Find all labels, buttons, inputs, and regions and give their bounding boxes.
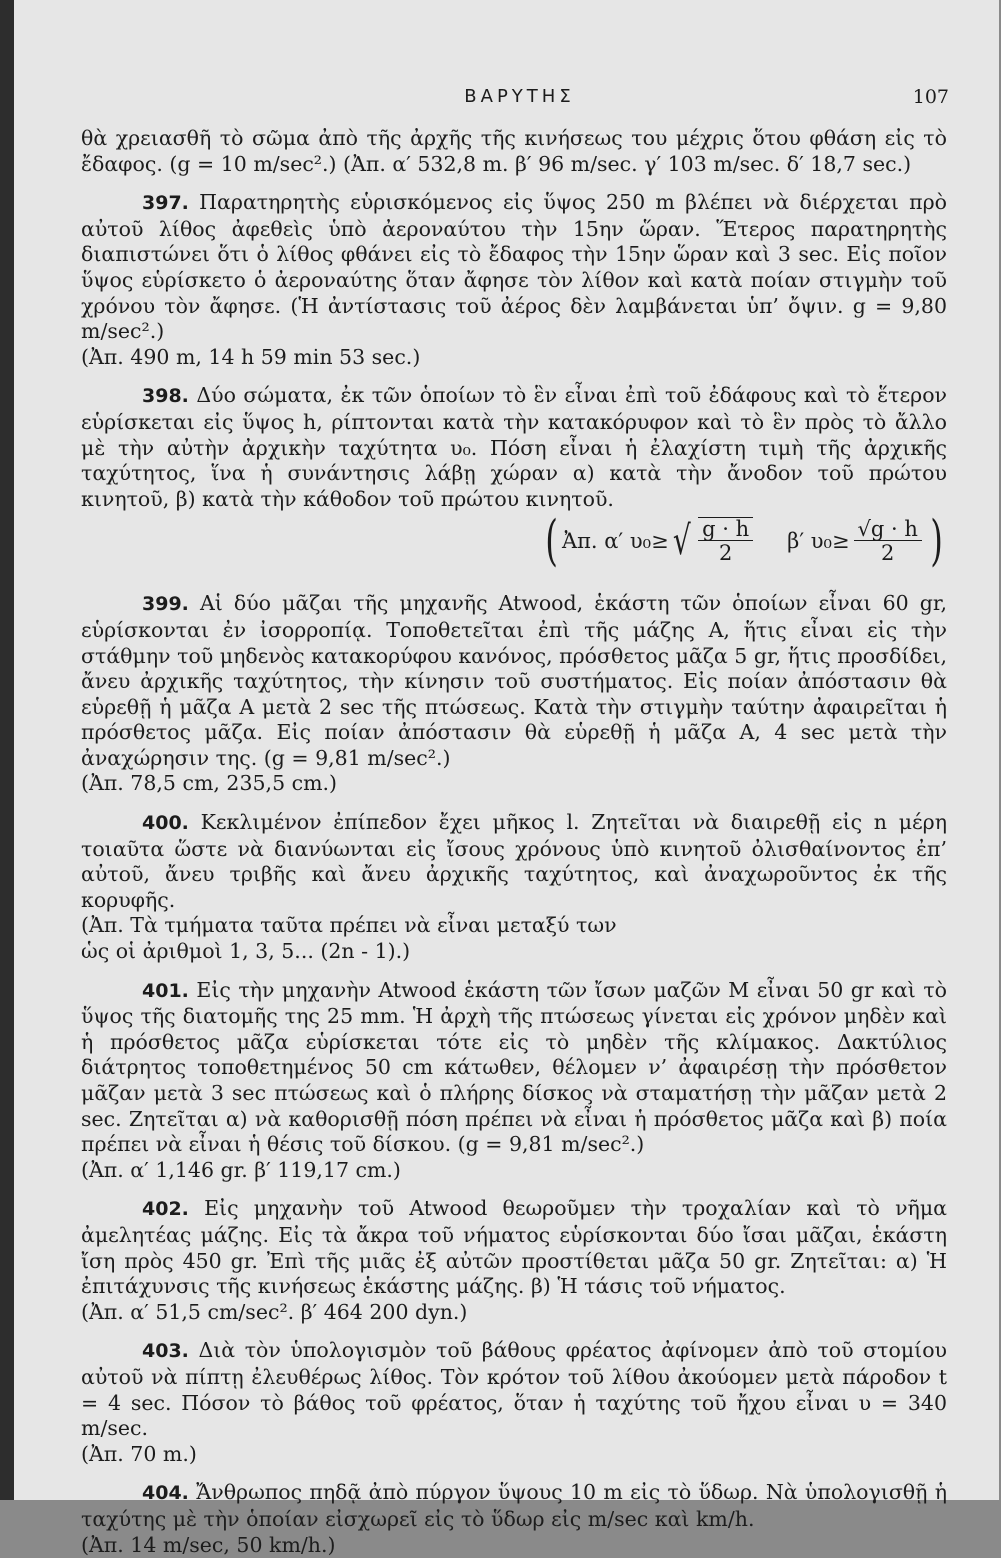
problem-answer: (Ἀπ. α′ 1,146 gr. β′ 119,17 cm.) bbox=[81, 1158, 947, 1184]
problem-401 bbox=[81, 978, 947, 1158]
open-paren: ( bbox=[545, 514, 558, 568]
problem-404 bbox=[81, 1480, 947, 1532]
answer-formula bbox=[81, 514, 947, 578]
problem-text: Αἱ δύο μᾶζαι τῆς μηχανῆς Atwood, ἑκάστη τῶν ὁποίων εἶναι 60 gr, εὑρίσκονται ἐν ἰσορροπίᾳ. Τοποθετεῖται ἐπὶ τῆς μάζης Α, ἥτις εἶναι εἰς τὴν στάθμην τοῦ μηδενὸς κατακορύφου κανόνος, πρόσθετος μᾶζα 5 gr, ἥτις προσδίδει, ἄνευ ἀρχικῆς ταχύτητος, τὴν κίνησιν τοῦ συστήματος. Εἰς ποίαν ἀπόστασιν θὰ εὑρεθῇ ἡ μᾶζα Α μετὰ 2 sec τῆς πτώσεως. Κατὰ τὴν στιγμὴν ταύτην ἀφαιρεῖται ἡ πρόσθετος μᾶζα. Εἰς ποίαν ἀπόστασιν θὰ εὑρεθῇ ἡ μᾶζα Α, 4 sec μετὰ τὴν ἀναχώρησιν της. (g = 9,81 m/sec².) bbox=[81, 591, 947, 770]
fraction-a bbox=[698, 517, 753, 565]
problem-text: Εἰς τὴν μηχανὴν Atwood ἑκάστη τῶν ἴσων μαζῶν Μ εἶναι 50 gr καὶ τὸ ὕψος τῆς διατομῆς της 25 mm. Ἡ ἀρχὴ τῆς πτώσεως γίνεται εἰς χρόνον μηδὲν καὶ ἡ πρόσθετος μᾶζα εὑρίσκεται τότε εἰς τὸ μηδὲν τῆς κλίμακος. Δακτύλιος διάτρητος τοποθετημένος 50 cm κάτωθεν, θέλομεν ν’ ἀφαιρέσῃ τὴν πρόσθετον μᾶζαν μετὰ 3 sec πτώσεως καὶ ὁ πλήρης δίσκος νὰ σταματήσῃ τὴν μᾶζαν μετὰ 2 sec. Ζητεῖται α) νὰ καθορισθῇ πόση πρέπει νὰ εἶναι ἡ πρόσθετος μᾶζα καὶ β) ποία πρέπει νὰ εἶναι ἡ θέσις τοῦ δίσκου. (g = 9,81 m/sec².) bbox=[81, 978, 947, 1157]
problem-answer: (Ἀπ. 490 m, 14 h 59 min 53 sec.) bbox=[81, 345, 947, 371]
problem-400 bbox=[81, 810, 947, 913]
problem-text: Κεκλιμένον ἐπίπεδον ἔχει μῆκος l. Ζητεῖται νὰ διαιρεθῇ εἰς n μέρη τοιαῦτα ὥστε νὰ διανύωνται εἰς ἴσους χρόνους ὑπὸ κινητοῦ ὀλισθαίνοντος ἐπ’ αὐτοῦ, ἄνευ τριβῆς καὶ ἄνευ ἀρχικῆς ταχύτητος, καὶ ἀναχωροῦντος ἐκ τῆς κορυφῆς. bbox=[81, 810, 947, 912]
problem-number: 404. bbox=[142, 1482, 189, 1504]
problem-402 bbox=[81, 1196, 947, 1299]
page-content bbox=[81, 126, 947, 1558]
fraction-b bbox=[854, 518, 922, 565]
problem-number: 397. bbox=[142, 192, 189, 214]
running-title: ΒΑΡΥΤΗΣ bbox=[90, 86, 949, 107]
denominator-a: 2 bbox=[719, 541, 732, 565]
problem-399 bbox=[81, 591, 947, 771]
problem-number: 400. bbox=[142, 812, 189, 834]
continued-problem-text: θὰ χρειασθῆ τὸ σῶμα ἀπὸ τῆς ἀρχῆς τῆς κινήσεως του μέχρις ὅτου φθάση εἰς τὸ ἔδαφος. (g = 10 m/sec².) (Ἀπ. α′ 532,8 m. β′ 96 m/sec. γ′ 103 m/sec. δ′ 18,7 sec.) bbox=[81, 126, 947, 177]
square-root-a bbox=[669, 517, 758, 565]
numerator-a: g · h bbox=[698, 518, 753, 541]
problem-398 bbox=[81, 383, 947, 512]
problem-text: Διὰ τὸν ὑπολογισμὸν τοῦ βάθους φρέατος ἀφίνομεν ἀπὸ τοῦ στομίου αὐτοῦ νὰ πίπτῃ ἐλευθέρως λίθος. Τὸν κρότον τοῦ λίθου ἀκούομεν μετὰ πάροδον t = 4 sec. Πόσον τὸ βάθος τοῦ φρέατος, ὅταν ἡ ταχύτης τοῦ ἤχου εἶναι υ = 340 m/sec. bbox=[81, 1338, 947, 1440]
problem-number: 403. bbox=[142, 1340, 189, 1362]
problem-397 bbox=[81, 190, 947, 345]
page-header bbox=[90, 86, 949, 112]
radical-icon: √ bbox=[672, 521, 690, 561]
problem-answer: (Ἀπ. 78,5 cm, 235,5 cm.) bbox=[81, 771, 947, 797]
page-number: 107 bbox=[913, 86, 949, 108]
problem-answer: (Ἀπ. 14 m/sec, 50 km/h.) bbox=[81, 1533, 947, 1558]
problem-number: 401. bbox=[142, 980, 189, 1002]
formula-mid: β′ υ₀≥ bbox=[787, 529, 849, 555]
problem-403 bbox=[81, 1338, 947, 1441]
problem-answer: (Ἀπ. 70 m.) bbox=[81, 1442, 947, 1468]
problem-number: 402. bbox=[142, 1198, 189, 1220]
problem-answer: (Ἀπ. α′ 51,5 cm/sec². β′ 464 200 dyn.) bbox=[81, 1300, 947, 1326]
problem-text: Εἰς μηχανὴν τοῦ Atwood θεωροῦμεν τὴν τροχαλίαν καὶ τὸ νῆμα ἀμελητέας μάζης. Εἰς τὰ ἄκρα τοῦ νήματος εὑρίσκονται δύο ἴσαι μᾶζαι, ἑκάστη ἴση πρὸς 450 gr. Ἐπὶ τῆς μιᾶς ἐξ αὐτῶν προστίθεται μᾶζα 50 gr. Ζητεῖται: α) Ἡ ἐπιτάχυνσις τῆς κινήσεως ἑκάστης μάζης. β) Ἡ τάσις τοῦ νήματος. bbox=[81, 1196, 947, 1298]
page-binding-edge bbox=[0, 0, 14, 1500]
problem-text: Παρατηρητὴς εὑρισκόμενος εἰς ὕψος 250 m βλέπει νὰ διέρχεται πρὸ αὐτοῦ λίθος ἀφεθεὶς ὑπὸ ἀεροναύτου τὴν 15ην ὥραν. Ἕτερος παρατηρητὴς διαπιστώνει ὅτι ὁ λίθος φθάνει εἰς τὸ ἔδαφος τὴν 15ην ὥραν καὶ 3 sec. Εἰς ποῖον ὕψος εὑρίσκετο ὁ ἀεροναύτης ὅταν ἄφησε τὸν λίθον καὶ κατὰ ποίαν στιγμὴν τοῦ χρόνου τὸν ἄφησε. (Ἡ ἀντίστασις τοῦ ἀέρος δὲν λαμβάνεται ὑπ’ ὄψιν. g = 9,80 m/sec².) bbox=[81, 190, 947, 343]
problem-answer: (Ἀπ. Τὰ τμήματα ταῦτα πρέπει νὰ εἶναι μεταξύ των bbox=[81, 913, 947, 939]
problem-answer-continued: ὡς οἱ ἀριθμοὶ 1, 3, 5... (2n - 1).) bbox=[81, 939, 947, 965]
problem-number: 399. bbox=[142, 593, 189, 615]
close-paren: ) bbox=[930, 514, 943, 568]
book-page bbox=[14, 0, 999, 1500]
problem-number: 398. bbox=[142, 385, 189, 407]
numerator-b: √g · h bbox=[854, 518, 922, 541]
problem-text: Δύο σώματα, ἐκ τῶν ὁποίων τὸ ἓν εἶναι ἐπὶ τοῦ ἐδάφους καὶ τὸ ἕτερον εὑρίσκεται εἰς ὕψος h, ρίπτονται κατὰ τὴν κατακόρυφον καὶ τὸ ἓν πρὸς τὸ ἄλλο μὲ τὴν αὐτὴν ἀρχικὴν ταχύτητα υ₀. Πόση εἶναι ἡ ἐλαχίστη τιμὴ τῆς ἀρχικῆς ταχύτητος, ἵνα ἡ συνάντησις λάβῃ χώραν α) κατὰ τὴν ἄνοδον τοῦ πρώτου κινητοῦ, β) κατὰ τὴν κάθοδον τοῦ πρώτου κινητοῦ. bbox=[81, 383, 947, 510]
formula-prefix: Ἀπ. α′ υ₀≥ bbox=[562, 529, 669, 555]
denominator-b: 2 bbox=[881, 541, 894, 565]
problem-text: Ἄνθρωπος πηδᾷ ἀπὸ πύργον ὕψους 10 m εἰς τὸ ὕδωρ. Νὰ ὑπολογισθῇ ἡ ταχύτης μὲ τὴν ὁποίαν εἰσχωρεῖ εἰς τὸ ὕδωρ εἰς m/sec καὶ km/h. bbox=[81, 1480, 947, 1531]
